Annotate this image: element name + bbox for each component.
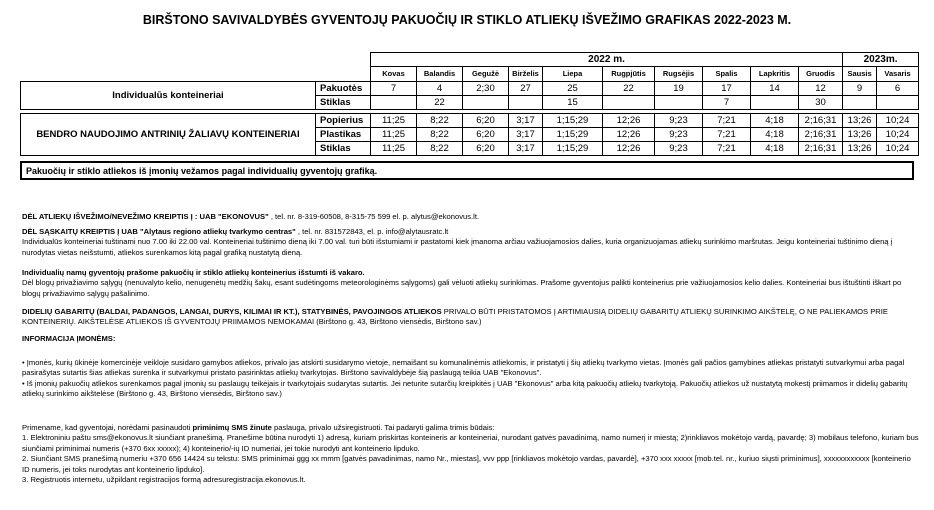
- sms-intro-text: Primename, kad gyventojai, norėdami pasinaudoti: [22, 423, 193, 432]
- schedule-cell: 1;15;29: [543, 142, 603, 156]
- schedule-cell: 9;23: [655, 114, 703, 128]
- info-section: [22, 358, 920, 400]
- schedule-cell: 3;17: [509, 142, 543, 156]
- info-section: [22, 307, 920, 328]
- year-2022-header: 2022 m.: [371, 53, 843, 67]
- schedule-cell: 13;26: [843, 128, 877, 142]
- schedule-cell: 2;16;31: [799, 128, 843, 142]
- month-header: Rugsėjis: [655, 67, 703, 82]
- month-header: Vasaris: [877, 67, 919, 82]
- business-note: Pakuočių ir stiklo atliekos iš įmonių vežamos pagal individualių gyventojų grafiką.: [20, 161, 914, 180]
- schedule-cell: 10;24: [877, 114, 919, 128]
- year-header-row: [21, 53, 919, 67]
- month-header: Rugpjūtis: [603, 67, 655, 82]
- schedule-cell: 2;30: [463, 82, 509, 96]
- sms-intro-rest: paslauga, privalo užsiregistruoti. Tai padaryti galima trimis būdais:: [271, 423, 495, 432]
- sms-option-web: 3. Registruotis internetu, užpildant registracijos formą adresuregistracija.ekonovus.lt.: [22, 475, 306, 485]
- table-row: [21, 114, 919, 128]
- sms-intro-bold: priminimų SMS žinute: [192, 423, 272, 432]
- month-header: Liepa: [543, 67, 603, 82]
- schedule-cell: 4;18: [751, 128, 799, 142]
- schedule-cell: 10;24: [877, 142, 919, 156]
- schedule-cell: 11;25: [371, 114, 417, 128]
- sms-intro: [22, 423, 920, 433]
- schedule-cell: 6;20: [463, 142, 509, 156]
- waste-type-label: Stiklas: [316, 96, 371, 110]
- schedule-cell: 7: [371, 82, 417, 96]
- schedule-cell: 6;20: [463, 114, 509, 128]
- bulky-waste-label: DIDELIŲ GABARITŲ (BALDAI, PADANGOS, LANGAI, DURYS, KILIMAI IR KT.), STATYBINĖS, PAVOJINGOS ATLIEKOS: [22, 307, 442, 316]
- schedule-cell: 22: [603, 82, 655, 96]
- schedule-cell: [843, 96, 877, 110]
- schedule-cell: 1;15;29: [543, 128, 603, 142]
- collection-contact-label: DĖL ATLIEKŲ IŠVEŽIMO/NEVEŽIMO KREIPTIS Į : UAB "EKONOVUS": [22, 212, 269, 221]
- schedule-cell: 8;22: [417, 114, 463, 128]
- bulky-waste-info: [22, 307, 920, 328]
- schedule-cell: 22: [417, 96, 463, 110]
- schedule-cell: 19: [655, 82, 703, 96]
- shared-group-label: BENDRO NAUDOJIMO ANTRINIŲ ŽALIAVŲ KONTEINERIAI: [21, 114, 316, 156]
- billing-contact-details: , tel. nr. 831572843, el. p. info@alytausratc.lt: [295, 227, 449, 236]
- emptying-info: Individualūs konteineriai tuštinami nuo 7.00 iki 22.00 val. Konteineriai tuštinimo dieną iki 7.00 val. turi būti išstumiami ir pastatomi kiek įmanoma arčiau važiuojamosios dalies, kuria organizuojamas atliekų surinkimo maršrutas. Jeigu konteineriai tuštinimo dieną į nurodytas vietas neišstumti, atliekos surenkamos kitą pagal grafiką nustatytą dieną.: [22, 237, 893, 257]
- billing-contact-label: DĖL SĄSKAITŲ KREIPTIS Į UAB "Alytaus regiono atliekų tvarkymo centras": [22, 227, 296, 236]
- schedule-cell: 2;16;31: [799, 114, 843, 128]
- page-title: BIRŠTONO SAVIVALDYBĖS GYVENTOJŲ PAKUOČIŲ IR STIKLO ATLIEKŲ IŠVEŽIMO GRAFIKAS 2022-2023 M.: [142, 13, 792, 27]
- sms-option-sms: 2. Siunčiant SMS pranešimą numeriu +370 656 14424 su tekstu: SMS priminimai ggg xx mmm [gatvės pavadinimas, namo Nr., miestas], vvv ppp [rinkliavos mokėtojo vardas, pavardė], +370 xxx xxxxx [mob.tel. nr., kuriuo siųsti priminimus], xxxxxxxxxxxx [konteinerio ID numeris, jei toks nurodytas ant konteinerio lipduko].: [22, 454, 911, 474]
- schedule-cell: 4;18: [751, 142, 799, 156]
- schedule-cell: 13;26: [843, 114, 877, 128]
- business-info-item: • Iš įmonių pakuočių atliekos surenkamos pagal įmonių su paslaugų teikėjais ir tvarkytojais sudarytas sutartis. Jei neturite sutarčių kreipkitės į UAB "Ekonovus" arba kitą pakuočių atliekų tvarkytoją. Pakuočių atliekos už nustatytą mokestį priimamos ir didelių gabaritų atliekų surinkimo aikštelėse (Birštono g. 43, Birštono viensėdis, Birštono sav.): [22, 378, 908, 399]
- schedule-cell: [371, 96, 417, 110]
- schedule-cell: 4;18: [751, 114, 799, 128]
- schedule-cell: 9;23: [655, 142, 703, 156]
- info-section: [22, 334, 920, 344]
- individual-group-label: Individualūs konteineriai: [21, 82, 316, 110]
- schedule-cell: 14: [751, 82, 799, 96]
- info-section: [22, 227, 920, 258]
- schedule-cell: 8;22: [417, 128, 463, 142]
- waste-type-label: Popierius: [316, 114, 371, 128]
- schedule-cell: 12;26: [603, 142, 655, 156]
- schedule-cell: 12;26: [603, 128, 655, 142]
- business-info-heading: INFORMACIJA ĮMONĖMS:: [22, 334, 116, 343]
- month-header: Lapkritis: [751, 67, 799, 82]
- waste-type-label: Pakuotės: [316, 82, 371, 96]
- schedule-cell: 9: [843, 82, 877, 96]
- schedule-cell: [509, 96, 543, 110]
- month-header: Gegužė: [463, 67, 509, 82]
- month-header: Balandis: [417, 67, 463, 82]
- schedule-cell: [463, 96, 509, 110]
- month-header: Kovas: [371, 67, 417, 82]
- schedule-cell: 25: [543, 82, 603, 96]
- schedule-cell: 8;22: [417, 142, 463, 156]
- info-section: [22, 212, 920, 222]
- schedule-cell: 30: [799, 96, 843, 110]
- schedule-cell: [603, 96, 655, 110]
- schedule-cell: [751, 96, 799, 110]
- schedule-cell: 3;17: [509, 128, 543, 142]
- month-header: Spalis: [703, 67, 751, 82]
- schedule-table: [20, 52, 919, 156]
- schedule-cell: 9;23: [655, 128, 703, 142]
- schedule-cell: 7;21: [703, 114, 751, 128]
- schedule-cell: 7;21: [703, 128, 751, 142]
- waste-type-label: Plastikas: [316, 128, 371, 142]
- schedule-cell: 27: [509, 82, 543, 96]
- schedule-cell: 11;25: [371, 128, 417, 142]
- schedule-cell: 3;17: [509, 114, 543, 128]
- schedule-cell: 10;24: [877, 128, 919, 142]
- schedule-cell: 2;16;31: [799, 142, 843, 156]
- schedule-cell: 6;20: [463, 128, 509, 142]
- collection-contact-details: , tel. nr. 8-319-60508, 8-315-75 599 el. p. alytus@ekonovus.lt.: [268, 212, 480, 221]
- schedule-cell: 6: [877, 82, 919, 96]
- schedule-cell: 13;26: [843, 142, 877, 156]
- access-conditions: Dėl blogų privažiavimo sąlygų (nenuvalyto kelio, nenugenėtų medžių šakų, esant sudėtingoms meteorologinėms sąlygoms) gali vėluoti atliekų surinkimas. Prašome gyventojus palikti konteinerius prie važiuojamosios kelio dalies. Konteineriai bus ištuštinti iškart po blogų privažiavimo sąlygų pašalinimo.: [22, 278, 902, 298]
- billing-contact: [22, 227, 920, 237]
- month-header: Gruodis: [799, 67, 843, 82]
- waste-type-label: Stiklas: [316, 142, 371, 156]
- schedule-cell: 11;25: [371, 142, 417, 156]
- sms-option-email: 1. Elektroniniu paštu sms@ekonovus.lt siunčiant pranešimą. Pranešime būtina nurodyti 1) adresą, kuriam priskirtas konteineris ar konteineriai, nurodant gatvės pavadinimą, namo numerį ir miestą; 2)rinkliavos mokėtojo vardą, pavardę; 3) mobilaus telefono, kuriam bus siunčiami priminimai numeris (+370 6xx xxxxx); 4) konteinerio/-ių ID numeriai, jei tokie nurodyti ant konteinerio lipduko.: [22, 433, 919, 453]
- month-header-row: [21, 67, 919, 82]
- schedule-cell: 17: [703, 82, 751, 96]
- month-header: Birželis: [509, 67, 543, 82]
- schedule-cell: [877, 96, 919, 110]
- month-header: Sausis: [843, 67, 877, 82]
- schedule-cell: 7: [703, 96, 751, 110]
- info-section: [22, 423, 920, 485]
- schedule-cell: 12;26: [603, 114, 655, 128]
- table-row: [21, 82, 919, 96]
- schedule-cell: 7;21: [703, 142, 751, 156]
- info-section: [22, 268, 920, 299]
- bulky-waste-details: PRIVALO BŪTI PRISTATOMOS Į ARTIMIAUSIĄ DIDELIŲ GABARITŲ ATLIEKŲ SURINKIMO AIKŠTELĘ, O NE PALIEKAMOS PRIE KONTEINERIŲ. AIKŠTELĖSE ATLIEKOS IŠ GYVENTOJŲ PRIIMAMOS NEMOKAMAI (Birštono g. 43, Birštono viensėdis, Birštono sav.): [22, 307, 888, 327]
- schedule-cell: 12: [799, 82, 843, 96]
- schedule-cell: 1;15;29: [543, 114, 603, 128]
- schedule-cell: 15: [543, 96, 603, 110]
- collection-contact: [22, 212, 920, 222]
- year-2023-header: 2023m.: [843, 53, 919, 67]
- schedule-cell: [655, 96, 703, 110]
- evening-request: Individualių namų gyventojų prašome pakuočių ir stiklo atliekų konteinerius išstumti iš vakaro.: [22, 268, 365, 277]
- schedule-cell: 4: [417, 82, 463, 96]
- business-info-item: • Įmonės, kurių ūkinėje komercinėje veikloje susidaro gamybos atliekos, privalo jas atskirti susidarymo vietoje, nemaišant su komunalinėmis atliekomis, ir pristatyti į šių atliekų tvarkymo vietas. Įmonės gali pačios gamybines atliekas pristatyti sutvarkymui arba pagal pasirašytas sutartis šias atliekas surenka ir sutvarkymui pristato pasirinktas atliekų tvarkytojas. Birštono savivaldybėje šią paslaugą teikia UAB "Ekonovus".: [22, 358, 905, 378]
